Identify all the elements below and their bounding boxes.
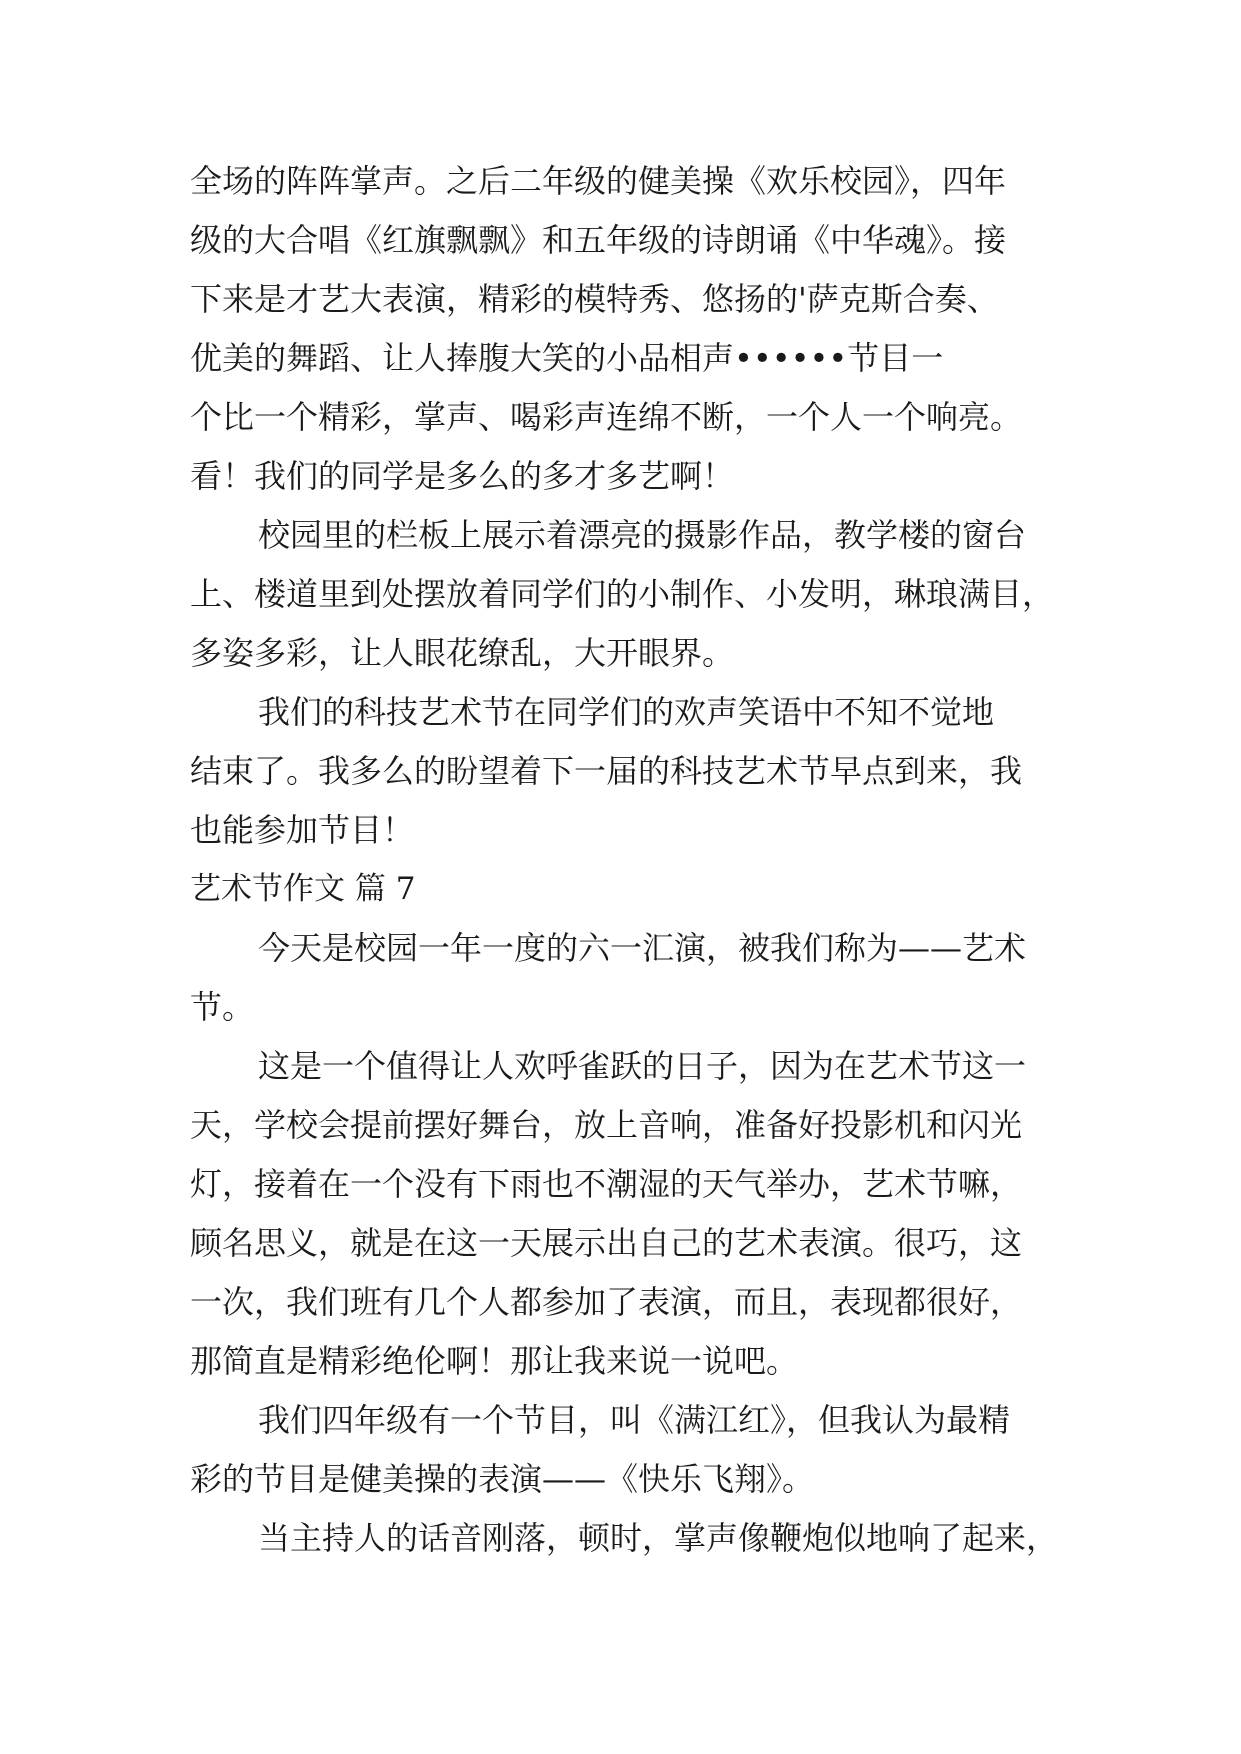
text-line: 我们四年级有一个节目，叫《满江红》，但我认为最精 (258, 1401, 1011, 1439)
text-line: 结束了。我多么的盼望着下一届的科技艺术节早点到来，我 (190, 752, 1023, 790)
text-line: 校园里的栏板上展示着漂亮的摄影作品，教学楼的窗台 (258, 516, 1027, 554)
text-line: 看！我们的同学是多么的多才多艺啊！ (190, 457, 735, 495)
text-line: 下来是才艺大表演，精彩的模特秀、悠扬的'萨克斯合奏、 (190, 280, 999, 318)
text-line: 天，学校会提前摆好舞台，放上音响，准备好投影机和闪光 (190, 1106, 1023, 1144)
text-line: 也能参加节目！ (190, 811, 415, 849)
text-line: 节。 (190, 988, 255, 1026)
section-heading: 艺术节作文 篇 7 (190, 871, 416, 907)
document-body (190, 152, 1070, 1568)
text-line: 那简直是精彩绝伦啊！那让我来说一说吧。 (190, 1342, 799, 1380)
text-line: 一次，我们班有几个人都参加了表演，而且，表现都很好， (190, 1283, 1023, 1321)
text-line: 这是一个值得让人欢呼雀跃的日子，因为在艺术节这一 (258, 1047, 1027, 1085)
text-line: 全场的阵阵掌声。之后二年级的健美操《欢乐校园》，四年 (190, 162, 1007, 200)
text-line: 个比一个精彩，掌声、喝彩声连绵不断，一个人一个响亮。 (190, 398, 1023, 436)
text-line: 级的大合唱《红旗飘飘》和五年级的诗朗诵《中华魂》。接 (190, 221, 1007, 259)
text-line: 今天是校园一年一度的六一汇演，被我们称为——艺术 (258, 929, 1027, 967)
text-line: 顾名思义，就是在这一天展示出自己的艺术表演。很巧，这 (190, 1224, 1023, 1262)
text-line: 我们的科技艺术节在同学们的欢声笑语中不知不觉地 (258, 693, 995, 731)
text-line: 优美的舞蹈、让人捧腹大笑的小品相声••••••节目一 (190, 339, 944, 377)
text-line: 上、楼道里到处摆放着同学们的小制作、小发明，琳琅满目， (190, 575, 1055, 613)
text-line: 当主持人的话音刚落，顿时，掌声像鞭炮似地响了起来， (258, 1519, 1059, 1557)
text-line: 多姿多彩，让人眼花缭乱，大开眼界。 (190, 634, 735, 672)
text-line: 灯，接着在一个没有下雨也不潮湿的天气举办，艺术节嘛， (190, 1165, 1023, 1203)
text-line: 彩的节目是健美操的表演——《快乐飞翔》。 (190, 1460, 815, 1498)
